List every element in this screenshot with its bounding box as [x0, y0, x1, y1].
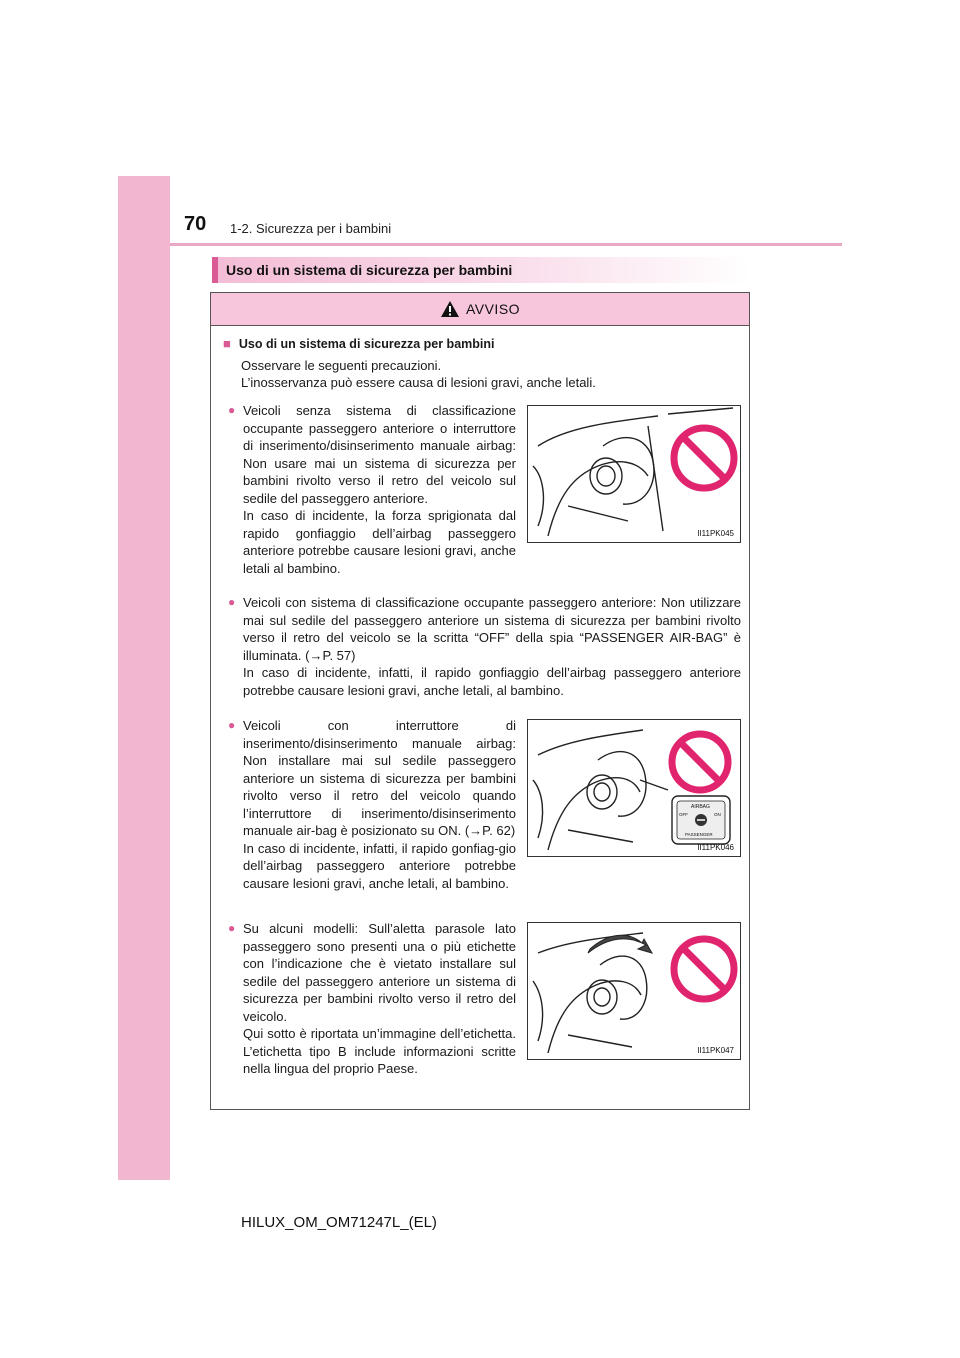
round-bullet-icon: ● — [228, 595, 236, 609]
bullet-2-text-2: In caso di incidente, infatti, il rapido gonfiaggio dell’airbag passeggero anteriore potrebbe causare lesioni gravi, anche letali, al bambino. — [243, 665, 741, 698]
illustration-airbag-3 — [527, 922, 741, 1060]
page-number: 70 — [184, 213, 207, 235]
airbag-switch-drawing — [528, 720, 740, 856]
bullet-item-3 — [228, 717, 516, 892]
bullet-2-text: Veicoli con sistema di classificazione occupante passeggero anteriore: Non utilizzare mai sul sedile del passeggero anteriore un sistema di sicurezza per bambini rivolto verso il retro del veicolo se la scritta “OFF” della spia “PASSENGER AIR-BAG” è illuminata. (→P. 57) — [243, 595, 741, 663]
switch-on-label: ON — [714, 812, 721, 817]
intro-line-1: Osservare le seguenti precauzioni. — [241, 358, 442, 373]
warning-heading-text: Uso di un sistema di sicurezza per bambini — [238, 336, 495, 351]
warning-box — [210, 292, 750, 1110]
section-title: Uso di un sistema di sicurezza per bambini — [226, 262, 513, 278]
bullet-3-text: Veicoli con interruttore di inserimento/disinserimento manuale airbag: Non installare mai sul sedile passeggero anteriore un sistema di sicurezza per bambini rivolto verso il retro del veicolo quando l’interruttore di inserimento/disinserimento manuale air-bag è posizionato su ON. (→P. 62) — [243, 718, 516, 838]
round-bullet-icon: ● — [228, 718, 236, 732]
prohibition-icon — [672, 734, 728, 790]
bullet-4-text: Su alcuni modelli: Sull’aletta parasole lato passeggero sono presenti una o più etichette con l’indicazione che è vietato installare sul sedile del passeggero anteriore un sistema di sicurezza per bambini rivolto verso il retro del veicolo. — [243, 921, 516, 1024]
square-bullet-icon: ■ — [223, 336, 231, 351]
chapter-side-tab — [118, 176, 170, 1180]
section-title-bar — [212, 257, 750, 283]
sun-visor-drawing — [528, 923, 740, 1059]
round-bullet-icon: ● — [228, 921, 236, 935]
prohibition-icon — [674, 428, 734, 488]
airbag-switch-panel-icon — [672, 796, 730, 844]
section-path: 1-2. Sicurezza per i bambini — [230, 221, 392, 236]
bullet-item-2 — [228, 594, 741, 699]
round-bullet-icon: ● — [228, 403, 236, 417]
footer-doc-code: HILUX_OM_OM71247L_(EL) — [241, 1214, 437, 1231]
bullet-4-text-2: Qui sotto è riportata un’immagine dell’etichetta. L’etichetta tipo B include informazioni scritte nella lingua del proprio Paese. — [243, 1026, 516, 1076]
bullet-1-text-2: In caso di incidente, la forza sprigionata dal rapido gonfiaggio dell’airbag passeggero anteriore potrebbe causare lesioni gravi, anche letali al bambino. — [243, 508, 516, 576]
bullet-item-4 — [228, 920, 516, 1078]
switch-passenger-label: PASSENGER — [685, 832, 713, 837]
switch-off-label: OFF — [679, 812, 688, 817]
warning-header — [211, 293, 749, 326]
airbag-seat-drawing — [528, 406, 740, 542]
switch-label: AIRBAG — [691, 804, 710, 810]
illustration-airbag-1 — [527, 405, 741, 543]
header-rule — [170, 243, 842, 246]
bullet-3-text-2: In caso di incidente, infatti, il rapido gonfiag-gio dell’airbag passeggero anteriore potrebbe causare lesioni gravi, anche letali, al bambino. — [243, 840, 516, 891]
bullet-item-1 — [228, 402, 516, 577]
bullet-1-text: Veicoli senza sistema di classificazione occupante passeggero anteriore o interruttore di inserimento/disinserimento manuale airbag: Non usare mai un sistema di sicurezza per bambini rivolto verso il retro del veicolo sul sedile del passeggero anteriore. — [243, 403, 516, 506]
intro-line-2: L’inosservanza può essere causa di lesioni gravi, anche letali. — [241, 375, 596, 390]
prohibition-icon — [674, 939, 734, 999]
figure-code: II11PK045 — [697, 529, 734, 538]
figure-code: II11PK046 — [697, 843, 734, 852]
warning-heading — [223, 336, 494, 351]
figure-code: II11PK047 — [697, 1046, 734, 1055]
warning-label: AVVISO — [465, 301, 521, 317]
warning-triangle-icon — [440, 300, 460, 318]
illustration-airbag-2 — [527, 719, 741, 857]
